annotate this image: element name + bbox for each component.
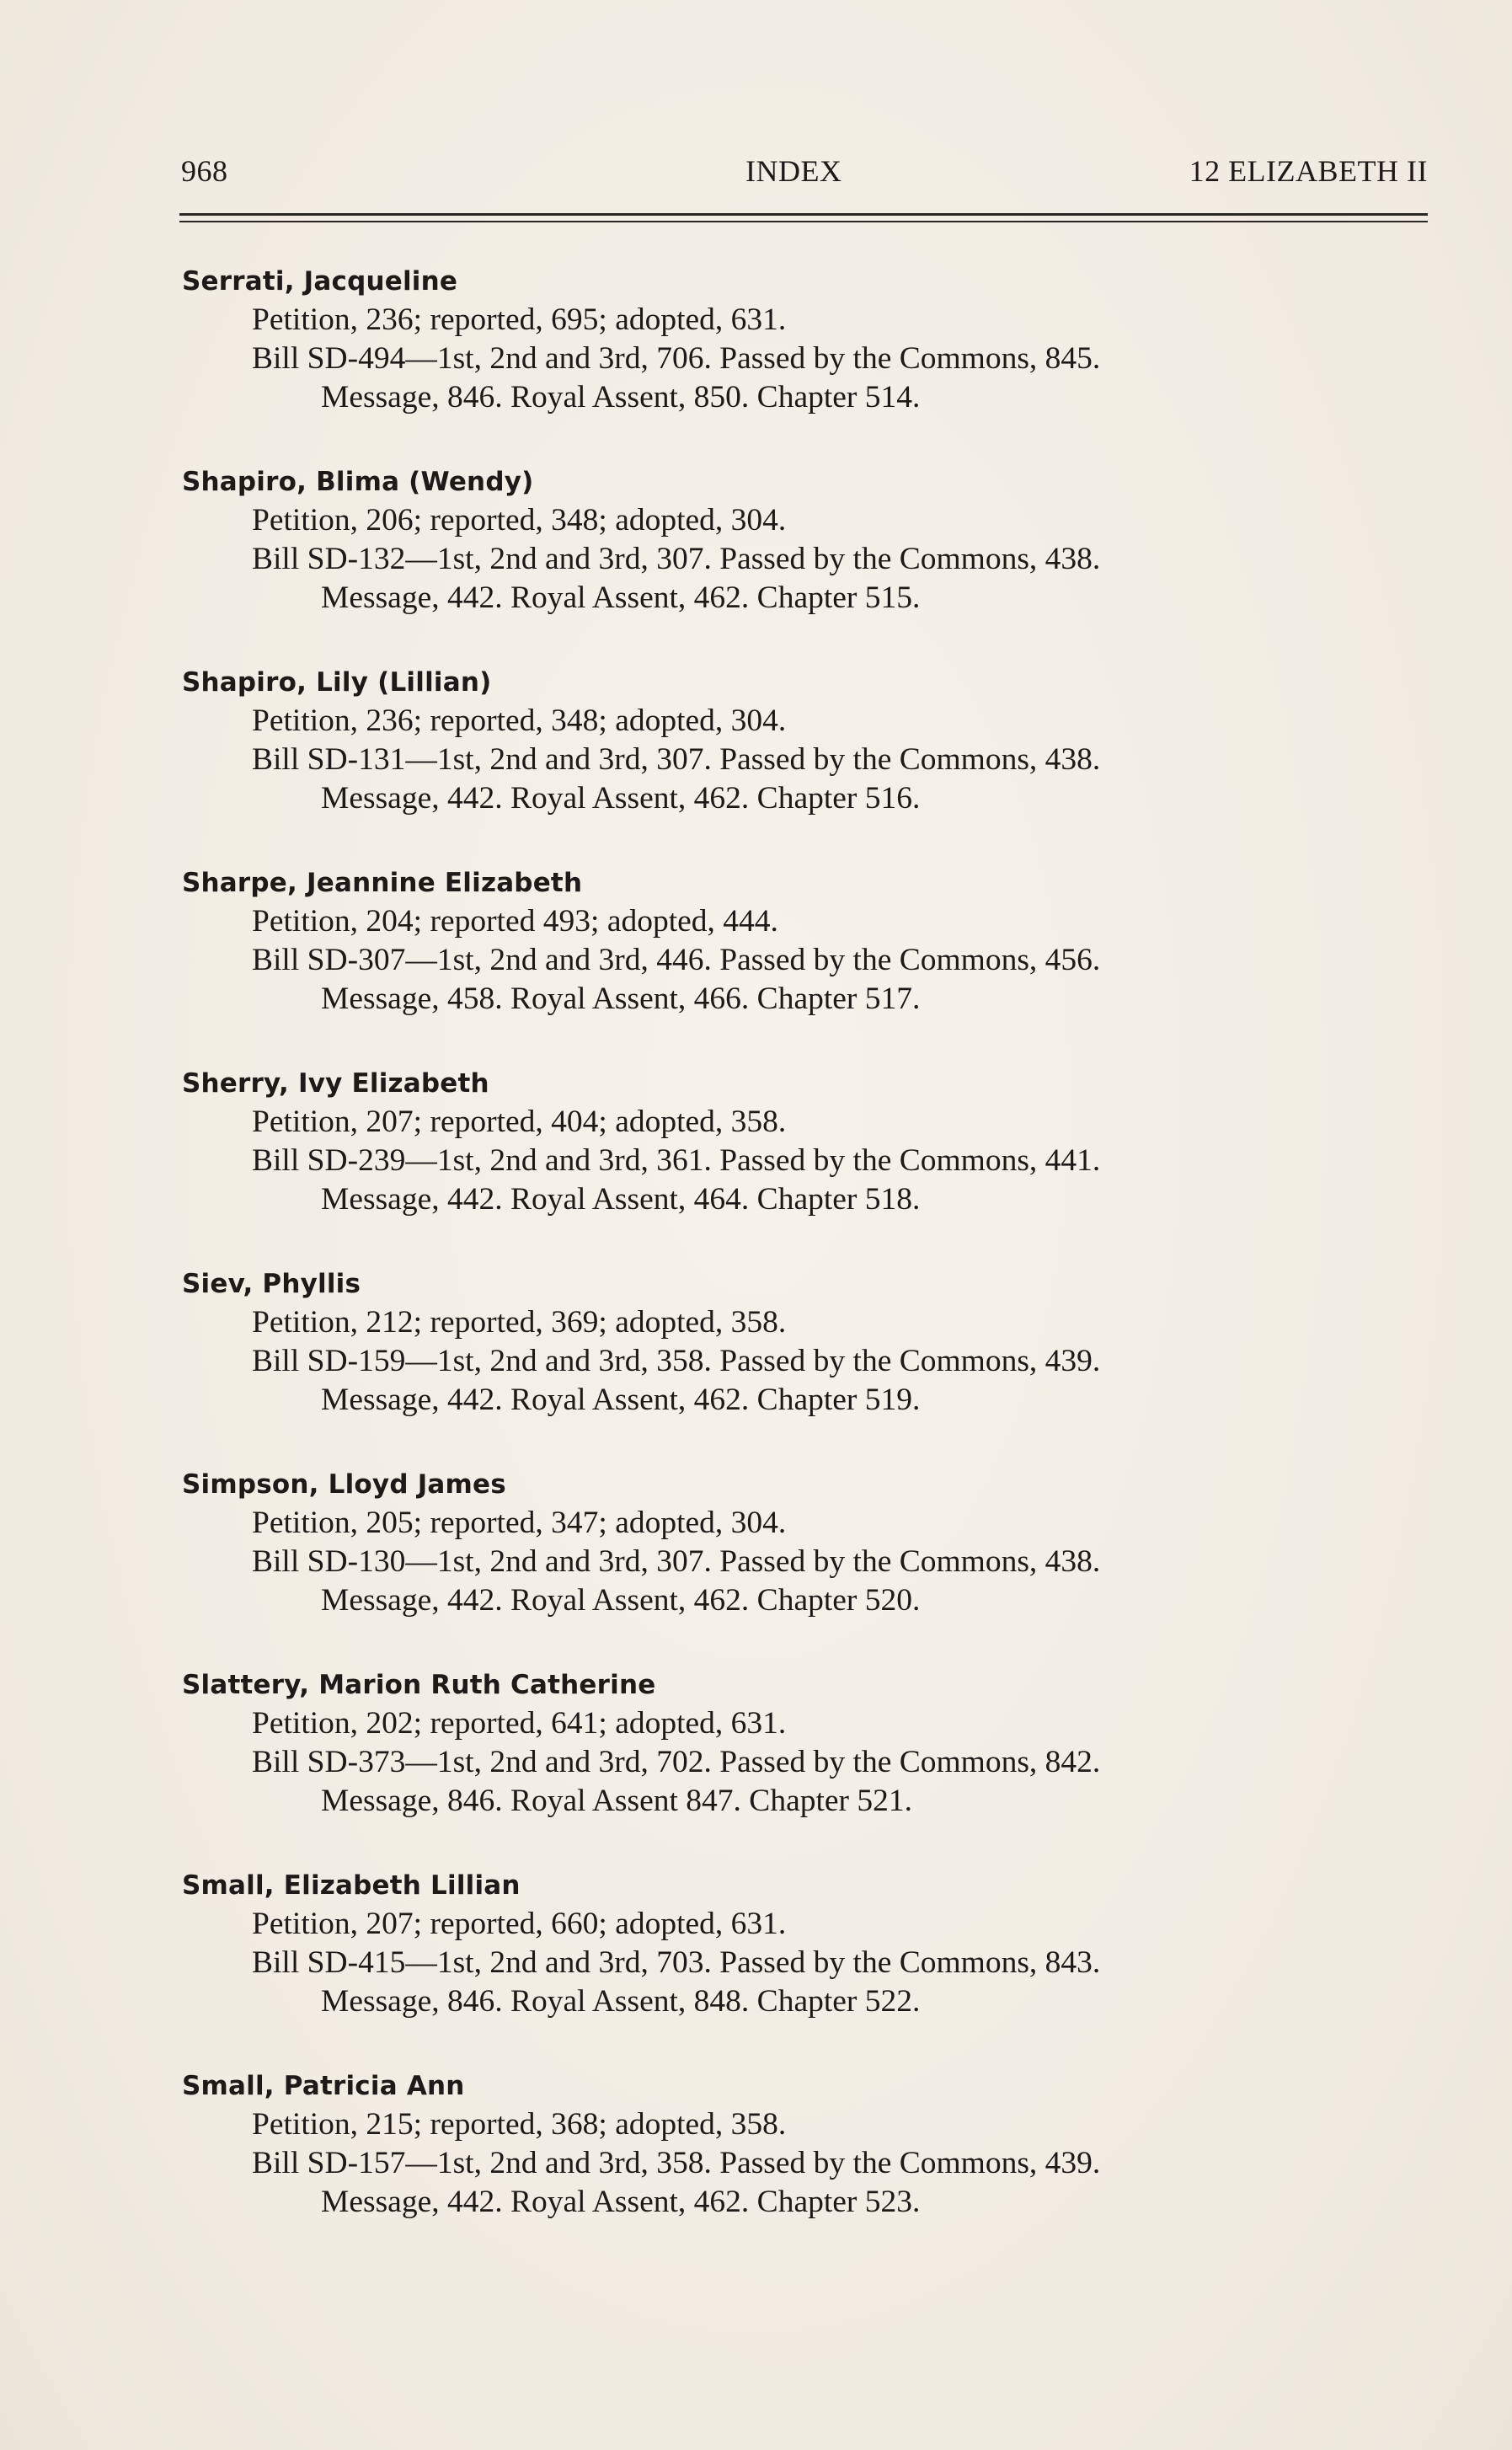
entry-assent: Message, 442. Royal Assent, 462. Chapter 520.: [321, 1583, 921, 1618]
entry-petition: Petition, 207; reported, 404; adopted, 358.: [252, 1105, 787, 1139]
entry-bill: Bill SD-307—1st, 2nd and 3rd, 446. Passed by the Commons, 456.: [252, 943, 1101, 977]
index-entry: [182, 1065, 1403, 1265]
entry-name: Sharpe, Jeannine Elizabeth: [182, 868, 583, 898]
volume-label: 12 ELIZABETH II: [1189, 154, 1428, 188]
entry-bill: Bill SD-239—1st, 2nd and 3rd, 361. Passed by the Commons, 441.: [252, 1143, 1101, 1178]
entry-name: Simpson, Lloyd James: [182, 1469, 506, 1500]
entry-name: Shapiro, Lily (Lillian): [182, 667, 492, 698]
index-entry: [182, 263, 1403, 463]
entry-name: Small, Patricia Ann: [182, 2071, 465, 2101]
entry-name: Sherry, Ivy Elizabeth: [182, 1068, 489, 1099]
entry-petition: Petition, 204; reported 493; adopted, 444.: [252, 904, 778, 939]
entry-bill: Bill SD-132—1st, 2nd and 3rd, 307. Passed by the Commons, 438.: [252, 542, 1101, 576]
entry-assent: Message, 846. Royal Assent, 850. Chapter 514.: [321, 380, 921, 415]
index-entry: [182, 864, 1403, 1065]
entry-assent: Message, 442. Royal Assent, 462. Chapter 519.: [321, 1383, 921, 1417]
entry-assent: Message, 846. Royal Assent 847. Chapter 521.: [321, 1784, 913, 1818]
header-rule-top: [179, 213, 1428, 216]
entry-petition: Petition, 202; reported, 641; adopted, 631.: [252, 1706, 787, 1741]
entry-bill: Bill SD-373—1st, 2nd and 3rd, 702. Passed by the Commons, 842.: [252, 1745, 1101, 1779]
entry-name: Serrati, Jacqueline: [182, 266, 458, 297]
index-entry: [182, 1265, 1403, 1466]
index-entry: [182, 463, 1403, 664]
entry-assent: Message, 442. Royal Assent, 462. Chapter 523.: [321, 2185, 921, 2219]
entry-name: Siev, Phyllis: [182, 1269, 361, 1299]
entry-assent: Message, 442. Royal Assent, 464. Chapter 518.: [321, 1182, 921, 1217]
entry-bill: Bill SD-130—1st, 2nd and 3rd, 307. Passed by the Commons, 438.: [252, 1544, 1101, 1579]
entry-bill: Bill SD-159—1st, 2nd and 3rd, 358. Passed by the Commons, 439.: [252, 1344, 1101, 1378]
entry-assent: Message, 458. Royal Assent, 466. Chapter 517.: [321, 982, 921, 1016]
index-entry: [182, 1867, 1403, 2068]
entry-bill: Bill SD-131—1st, 2nd and 3rd, 307. Passed by the Commons, 438.: [252, 742, 1101, 777]
entry-petition: Petition, 212; reported, 369; adopted, 358.: [252, 1305, 787, 1340]
entry-bill: Bill SD-157—1st, 2nd and 3rd, 358. Passed by the Commons, 439.: [252, 2146, 1101, 2180]
index-entry: [182, 664, 1403, 864]
entry-bill: Bill SD-494—1st, 2nd and 3rd, 706. Passed by the Commons, 845.: [252, 341, 1101, 376]
index-entry: [182, 2068, 1403, 2268]
entry-petition: Petition, 207; reported, 660; adopted, 631.: [252, 1907, 787, 1941]
entry-assent: Message, 846. Royal Assent, 848. Chapter 522.: [321, 1984, 921, 2019]
entry-petition: Petition, 205; reported, 347; adopted, 304.: [252, 1506, 787, 1540]
section-title: INDEX: [745, 154, 842, 188]
entry-assent: Message, 442. Royal Assent, 462. Chapter 516.: [321, 781, 921, 816]
entry-petition: Petition, 206; reported, 348; adopted, 304.: [252, 503, 787, 538]
index-entry: [182, 1466, 1403, 1666]
entry-name: Shapiro, Blima (Wendy): [182, 467, 534, 497]
header-rule-bottom: [179, 221, 1428, 222]
index-entries: [182, 263, 1403, 2268]
entry-assent: Message, 442. Royal Assent, 462. Chapter 515.: [321, 580, 921, 615]
index-entry: [182, 1666, 1403, 1867]
entry-bill: Bill SD-415—1st, 2nd and 3rd, 703. Passed by the Commons, 843.: [252, 1945, 1101, 1980]
page-number: 968: [181, 154, 228, 188]
entry-petition: Petition, 236; reported, 695; adopted, 631.: [252, 302, 787, 337]
entry-petition: Petition, 236; reported, 348; adopted, 304.: [252, 703, 787, 738]
running-head: [181, 153, 1428, 195]
entry-name: Small, Elizabeth Lillian: [182, 1870, 521, 1901]
entry-petition: Petition, 215; reported, 368; adopted, 358.: [252, 2107, 787, 2142]
entry-name: Slattery, Marion Ruth Catherine: [182, 1670, 656, 1700]
